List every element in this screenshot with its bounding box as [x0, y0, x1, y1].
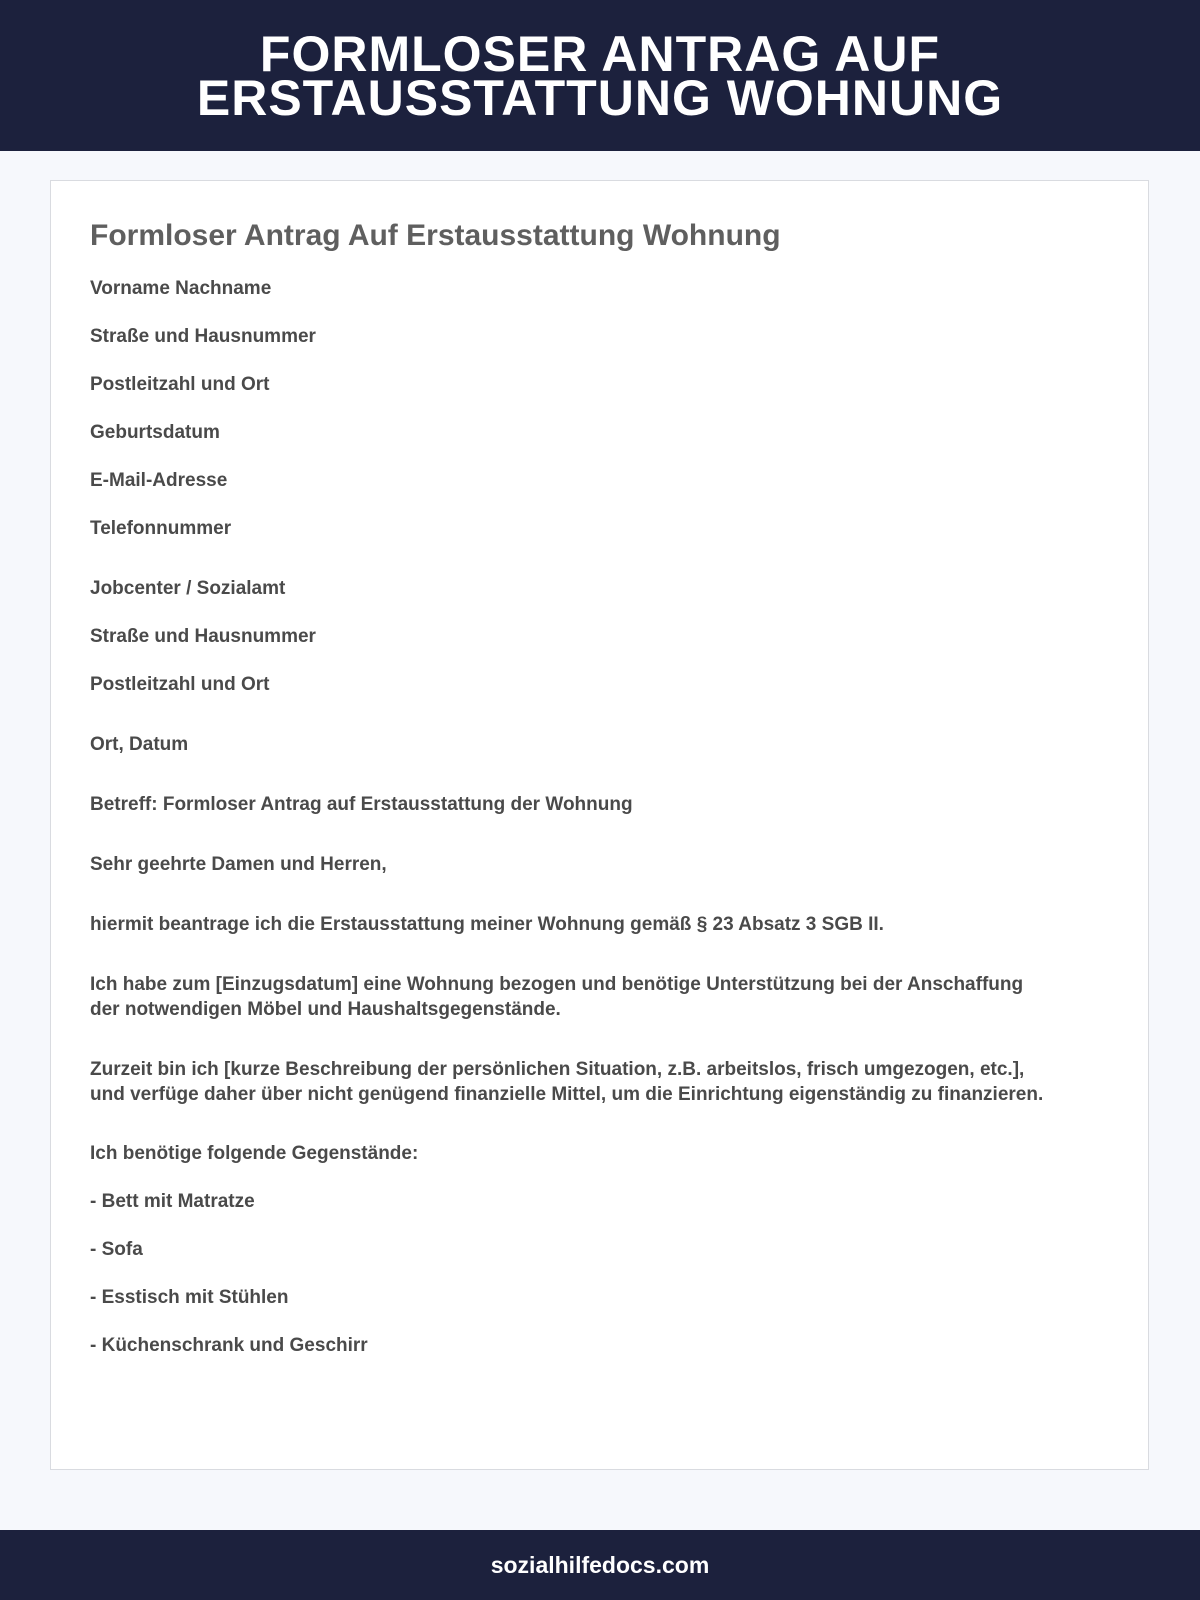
list-item: - Bett mit Matratze	[90, 1191, 255, 1212]
paragraph-3	[90, 1057, 1120, 1107]
paragraph-2-line-2: der notwendigen Möbel und Haushaltsgegenstände.	[90, 999, 561, 1020]
sender-street: Straße und Hausnummer	[90, 326, 316, 347]
recipient-name: Jobcenter / Sozialamt	[90, 578, 286, 599]
paragraph-2	[90, 972, 1120, 1022]
place-date: Ort, Datum	[90, 734, 189, 755]
document-heading: Formloser Antrag Auf Erstausstattung Wohnung	[90, 219, 781, 252]
paragraph-1: hiermit beantrage ich die Erstausstattung meiner Wohnung gemäß § 23 Absatz 3 SGB II.	[90, 914, 884, 935]
list-item: - Küchenschrank und Geschirr	[90, 1335, 368, 1356]
banner-title	[196, 25, 1004, 126]
banner-title-line-1: FORMLOSER ANTRAG AUF	[259, 25, 941, 82]
items-intro: Ich benötige folgende Gegenstände:	[90, 1143, 419, 1164]
sender-phone: Telefonnummer	[90, 518, 232, 539]
sender-name: Vorname Nachname	[90, 278, 272, 299]
footer-site-name: sozialhilfedocs.com	[490, 1551, 710, 1578]
page-banner	[0, 0, 1200, 151]
list-item: - Sofa	[90, 1239, 143, 1260]
banner-title-line-2: ERSTAUSSTATTUNG WOHNUNG	[196, 69, 1004, 126]
paragraph-3-line-2: und verfüge daher über nicht genügend finanzielle Mittel, um die Einrichtung eigenständig zu finanzieren.	[90, 1084, 1044, 1105]
paragraph-3-line-1: Zurzeit bin ich [kurze Beschreibung der persönlichen Situation, z.B. arbeitslos, frisch umgezogen, etc.],	[90, 1059, 1025, 1080]
subject-line: Betreff: Formloser Antrag auf Erstausstattung der Wohnung	[90, 794, 633, 815]
page-footer	[0, 1530, 1200, 1600]
recipient-city: Postleitzahl und Ort	[90, 674, 270, 695]
sender-email: E-Mail-Adresse	[90, 470, 228, 491]
salutation: Sehr geehrte Damen und Herren,	[90, 854, 387, 875]
recipient-street: Straße und Hausnummer	[90, 626, 316, 647]
list-item: - Esstisch mit Stühlen	[90, 1287, 289, 1308]
document-card	[50, 180, 1149, 1470]
paragraph-2-line-1: Ich habe zum [Einzugsdatum] eine Wohnung bezogen und benötige Unterstützung bei der Anschaffung	[90, 974, 1024, 995]
sender-birthdate: Geburtsdatum	[90, 422, 220, 443]
sender-city: Postleitzahl und Ort	[90, 374, 270, 395]
